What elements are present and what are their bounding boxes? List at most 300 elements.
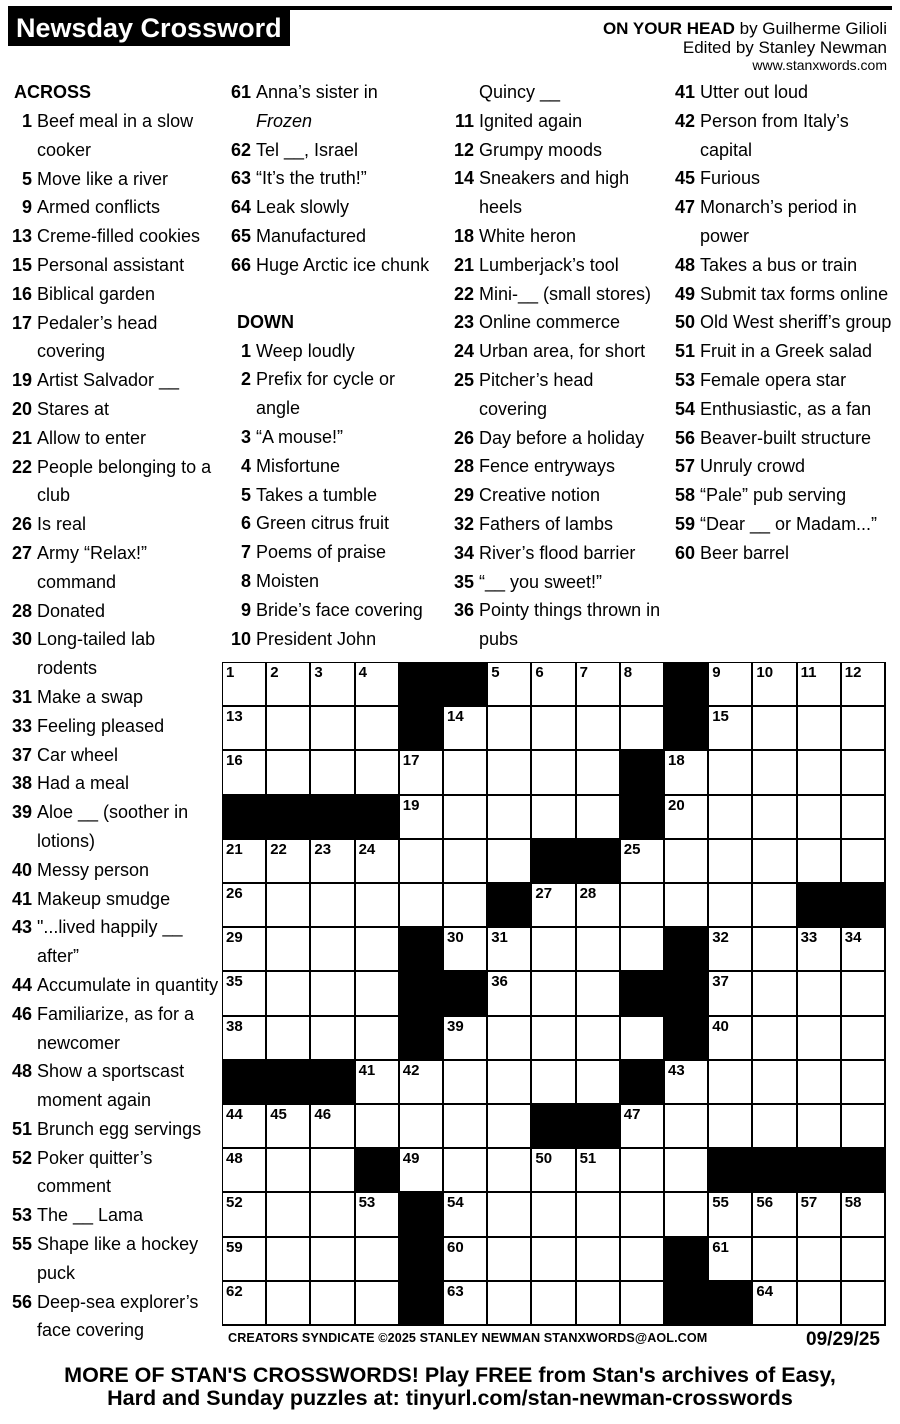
- cell-number: 51: [579, 1150, 597, 1168]
- clue-text: [479, 481, 665, 510]
- grid-cell[interactable]: [798, 1061, 840, 1103]
- clue-text-main: Fruit in a Greek salad: [700, 341, 873, 362]
- clue-text-main: Shape like a hockey puck: [37, 1234, 199, 1283]
- grid-cell[interactable]: [444, 1105, 486, 1147]
- grid-cell[interactable]: [753, 1193, 795, 1235]
- grid-cell[interactable]: [267, 751, 309, 793]
- grid-cell[interactable]: [621, 1017, 663, 1059]
- clue-text: [256, 567, 442, 596]
- clue-item: [224, 567, 442, 596]
- clue-text-main: Car wheel: [37, 744, 119, 765]
- grid-cell[interactable]: [356, 1061, 398, 1103]
- grid-cell[interactable]: [400, 751, 442, 793]
- grid-cell[interactable]: [223, 1149, 265, 1191]
- grid-cell[interactable]: [532, 751, 574, 793]
- clue-text-main: Takes a bus or train: [700, 254, 858, 275]
- clue-item: [8, 309, 220, 367]
- grid-cell[interactable]: [621, 1238, 663, 1280]
- grid-cell[interactable]: [798, 751, 840, 793]
- clue-number: 53: [674, 369, 695, 390]
- grid-block: [356, 796, 398, 838]
- clue-number: 19: [11, 370, 32, 391]
- grid-cell[interactable]: [532, 928, 574, 970]
- grid-cell[interactable]: [532, 663, 574, 705]
- grid-cell[interactable]: [311, 1282, 353, 1324]
- grid-cell[interactable]: [488, 840, 530, 882]
- grid-cell[interactable]: [267, 1017, 309, 1059]
- cell-number: 61: [712, 1238, 729, 1256]
- grid-cell[interactable]: [444, 1061, 486, 1103]
- grid-cell[interactable]: [311, 663, 353, 705]
- grid-cell[interactable]: [532, 1238, 574, 1280]
- grid-cell[interactable]: [488, 707, 530, 749]
- cell-number: 52: [226, 1194, 243, 1212]
- grid-cell[interactable]: [223, 840, 265, 882]
- clue-text-main: Is real: [37, 514, 87, 535]
- clue-text: [37, 453, 220, 511]
- grid-cell[interactable]: [356, 1105, 398, 1147]
- grid-cell[interactable]: [532, 796, 574, 838]
- grid-cell[interactable]: [753, 707, 795, 749]
- grid-cell[interactable]: [621, 1193, 663, 1235]
- grid-cell[interactable]: [709, 1193, 751, 1235]
- grid-cell[interactable]: [444, 1282, 486, 1324]
- grid-cell[interactable]: [753, 796, 795, 838]
- grid-cell[interactable]: [709, 751, 751, 793]
- clue-text-main: Monarch’s period in power: [700, 197, 857, 246]
- grid-cell[interactable]: [753, 1282, 795, 1324]
- grid-cell[interactable]: [753, 1017, 795, 1059]
- grid-cell[interactable]: [753, 1238, 795, 1280]
- grid-cell[interactable]: [753, 1061, 795, 1103]
- grid-cell[interactable]: [267, 1238, 309, 1280]
- clue-text: [37, 913, 220, 971]
- grid-cell[interactable]: [223, 928, 265, 970]
- grid-cell[interactable]: [621, 1282, 663, 1324]
- clue-number: 47: [674, 197, 695, 218]
- clue-number: 38: [11, 773, 32, 794]
- grid-cell[interactable]: [356, 707, 398, 749]
- grid-cell[interactable]: [842, 1061, 884, 1103]
- grid-cell[interactable]: [311, 1193, 353, 1235]
- grid-cell[interactable]: [311, 972, 353, 1014]
- grid-cell[interactable]: [311, 840, 353, 882]
- clue-item: [8, 1115, 220, 1144]
- grid-cell[interactable]: [621, 884, 663, 926]
- grid-cell[interactable]: [842, 707, 884, 749]
- clue-item: [224, 481, 442, 510]
- clue-text-main: Tel __, Israel: [256, 139, 359, 160]
- clue-number: 36: [453, 600, 474, 621]
- grid-cell[interactable]: [665, 1105, 707, 1147]
- grid-cell[interactable]: [665, 796, 707, 838]
- grid-cell[interactable]: [488, 751, 530, 793]
- cell-number: 60: [447, 1238, 464, 1256]
- grid-cell[interactable]: [400, 884, 442, 926]
- clue-number: 20: [11, 398, 32, 419]
- clue-number: 44: [11, 974, 32, 995]
- grid-cell[interactable]: [400, 1105, 442, 1147]
- grid-cell[interactable]: [311, 1149, 353, 1191]
- grid-cell[interactable]: [488, 1105, 530, 1147]
- clue-text-main: Bride’s face covering: [256, 599, 423, 620]
- byline: [603, 19, 887, 73]
- grid-cell[interactable]: [577, 751, 619, 793]
- grid-cell[interactable]: [488, 1149, 530, 1191]
- grid-cell[interactable]: [444, 1238, 486, 1280]
- clue-text-main: Pointy things thrown in pubs: [479, 600, 661, 650]
- clue-text-main: Makeup smudge: [37, 888, 171, 909]
- grid-cell[interactable]: [621, 928, 663, 970]
- grid-cell[interactable]: [311, 707, 353, 749]
- grid-cell[interactable]: [753, 884, 795, 926]
- clue-text-main: Online commerce: [479, 312, 621, 333]
- cell-number: 30: [447, 929, 464, 947]
- clue-number: 64: [230, 197, 251, 218]
- grid-cell[interactable]: [488, 796, 530, 838]
- grid-cell[interactable]: [621, 707, 663, 749]
- grid-block: [267, 796, 309, 838]
- grid-cell[interactable]: [444, 928, 486, 970]
- clue-text: [700, 395, 892, 424]
- grid-cell[interactable]: [267, 840, 309, 882]
- grid-cell[interactable]: [532, 1149, 574, 1191]
- cell-number: 20: [668, 796, 685, 814]
- grid-cell[interactable]: [709, 840, 751, 882]
- grid-cell[interactable]: [842, 751, 884, 793]
- grid-cell[interactable]: [532, 1193, 574, 1235]
- clue-text-main: Poker quitter’s comment: [37, 1147, 153, 1197]
- grid-cell[interactable]: [311, 884, 353, 926]
- grid-cell[interactable]: [444, 1017, 486, 1059]
- grid-cell[interactable]: [577, 1238, 619, 1280]
- grid-cell[interactable]: [753, 928, 795, 970]
- grid-cell[interactable]: [621, 1105, 663, 1147]
- clue-number: 26: [11, 514, 32, 535]
- grid-cell[interactable]: [709, 663, 751, 705]
- grid-cell[interactable]: [842, 972, 884, 1014]
- grid-cell[interactable]: [532, 707, 574, 749]
- clue-text: [37, 309, 220, 367]
- grid-cell[interactable]: [356, 884, 398, 926]
- clue-text: [37, 971, 220, 1000]
- grid-cell[interactable]: [223, 884, 265, 926]
- clue-item: [224, 251, 442, 280]
- grid-cell[interactable]: [753, 840, 795, 882]
- clue-text: [700, 251, 892, 280]
- website-link[interactable]: www.stanxwords.com: [752, 57, 887, 73]
- grid-cell[interactable]: [798, 663, 840, 705]
- grid-cell[interactable]: [488, 1017, 530, 1059]
- grid-cell[interactable]: [267, 972, 309, 1014]
- grid-cell[interactable]: [532, 1282, 574, 1324]
- clue-number: 52: [11, 1147, 32, 1168]
- grid-cell[interactable]: [577, 928, 619, 970]
- grid-cell[interactable]: [356, 1193, 398, 1235]
- clue-text: [479, 596, 665, 654]
- grid-block: [577, 1105, 619, 1147]
- grid-cell[interactable]: [444, 840, 486, 882]
- clue-text: [700, 308, 892, 337]
- grid-cell[interactable]: [311, 1017, 353, 1059]
- clue-number: 56: [11, 1291, 32, 1312]
- grid-cell[interactable]: [223, 1282, 265, 1324]
- clue-item: [8, 366, 220, 395]
- grid-block: [665, 928, 707, 970]
- grid-cell[interactable]: [267, 663, 309, 705]
- grid-cell[interactable]: [798, 1282, 840, 1324]
- grid-cell[interactable]: [753, 663, 795, 705]
- cell-number: 3: [314, 664, 323, 681]
- grid-cell[interactable]: [842, 796, 884, 838]
- grid-cell[interactable]: [665, 840, 707, 882]
- grid-cell[interactable]: [532, 884, 574, 926]
- grid-cell[interactable]: [356, 1238, 398, 1280]
- grid-block: [400, 1017, 442, 1059]
- grid-cell[interactable]: [267, 884, 309, 926]
- grid-cell[interactable]: [709, 928, 751, 970]
- grid-cell[interactable]: [842, 1193, 884, 1235]
- grid-cell[interactable]: [842, 663, 884, 705]
- grid-cell[interactable]: [709, 1061, 751, 1103]
- title-line: [603, 19, 887, 38]
- grid-cell[interactable]: [798, 972, 840, 1014]
- grid-cell[interactable]: [223, 751, 265, 793]
- grid-cell[interactable]: [356, 840, 398, 882]
- clue-text: [256, 596, 442, 625]
- clue-item: [8, 683, 220, 712]
- clue-item: [670, 280, 892, 309]
- clue-text-main: Beaver-built structure: [700, 427, 872, 448]
- grid-cell[interactable]: [577, 972, 619, 1014]
- grid-cell[interactable]: [488, 972, 530, 1014]
- grid-cell[interactable]: [798, 1105, 840, 1147]
- grid-cell[interactable]: [267, 1193, 309, 1235]
- grid-cell[interactable]: [267, 707, 309, 749]
- grid-cell[interactable]: [709, 1238, 751, 1280]
- grid-cell[interactable]: [356, 1017, 398, 1059]
- cell-number: 58: [844, 1194, 862, 1212]
- clue-item: [8, 625, 220, 683]
- grid-block: [223, 1061, 265, 1103]
- grid-block: [665, 707, 707, 749]
- clue-column-1: [8, 78, 220, 1345]
- clue-number: 32: [453, 513, 474, 534]
- clue-text: [37, 1000, 220, 1058]
- grid-cell[interactable]: [577, 1149, 619, 1191]
- grid-cell[interactable]: [356, 663, 398, 705]
- grid-cell[interactable]: [400, 1149, 442, 1191]
- grid-cell[interactable]: [444, 796, 486, 838]
- grid-cell[interactable]: [223, 1105, 265, 1147]
- cell-number: 45: [270, 1106, 287, 1123]
- grid-cell[interactable]: [753, 1105, 795, 1147]
- clue-number: 10: [230, 628, 251, 649]
- grid-cell[interactable]: [709, 972, 751, 1014]
- clue-item: [8, 741, 220, 770]
- clue-item: [8, 769, 220, 798]
- clue-text: [37, 741, 220, 770]
- cell-number: 62: [226, 1282, 243, 1300]
- grid-cell[interactable]: [842, 1017, 884, 1059]
- grid-cell[interactable]: [444, 707, 486, 749]
- grid-cell[interactable]: [223, 972, 265, 1014]
- crossword-grid: [222, 662, 886, 1326]
- grid-cell[interactable]: [665, 751, 707, 793]
- grid-cell[interactable]: [709, 1017, 751, 1059]
- grid-cell[interactable]: [488, 1193, 530, 1235]
- clue-number: 21: [453, 254, 474, 275]
- cell-number: 28: [579, 885, 597, 902]
- grid-cell[interactable]: [267, 928, 309, 970]
- clue-item: [447, 510, 665, 539]
- clue-number: 56: [674, 427, 695, 448]
- grid-cell[interactable]: [842, 840, 884, 882]
- grid-cell[interactable]: [444, 1193, 486, 1235]
- grid-cell[interactable]: [311, 751, 353, 793]
- cell-number: 4: [358, 664, 367, 681]
- grid-block: [400, 1193, 442, 1235]
- clue-text: [700, 337, 892, 366]
- clue-number: 12: [453, 139, 474, 160]
- grid-cell[interactable]: [577, 1061, 619, 1103]
- grid-cell[interactable]: [223, 1017, 265, 1059]
- grid-cell[interactable]: [267, 1105, 309, 1147]
- grid-cell[interactable]: [709, 707, 751, 749]
- clue-text-main: Messy person: [37, 859, 150, 880]
- grid-cell[interactable]: [444, 751, 486, 793]
- grid-cell[interactable]: [311, 1105, 353, 1147]
- clue-text-main: Stares at: [37, 398, 110, 419]
- grid-cell[interactable]: [798, 1193, 840, 1235]
- grid-cell[interactable]: [488, 928, 530, 970]
- grid-cell[interactable]: [753, 751, 795, 793]
- grid-cell[interactable]: [798, 796, 840, 838]
- clue-text-main: “__ you sweet!”: [479, 571, 603, 592]
- grid-cell[interactable]: [665, 1193, 707, 1235]
- clue-number: 18: [453, 225, 474, 246]
- grid-cell[interactable]: [532, 1061, 574, 1103]
- grid-cell[interactable]: [798, 1238, 840, 1280]
- grid-cell[interactable]: [577, 884, 619, 926]
- grid-cell[interactable]: [709, 796, 751, 838]
- grid-cell[interactable]: [356, 1282, 398, 1324]
- clue-item: [670, 539, 892, 568]
- clue-item: [8, 453, 220, 511]
- promo-line-2[interactable]: Hard and Sunday puzzles at: tinyurl.com/stan-newman-crosswords: [107, 1386, 793, 1410]
- grid-cell[interactable]: [842, 1238, 884, 1280]
- grid-cell[interactable]: [798, 707, 840, 749]
- grid-cell[interactable]: [444, 884, 486, 926]
- clue-text: [37, 280, 220, 309]
- grid-cell[interactable]: [311, 1238, 353, 1280]
- clue-text-main: People belonging to a club: [37, 456, 212, 506]
- grid-cell[interactable]: [356, 928, 398, 970]
- grid-cell[interactable]: [621, 663, 663, 705]
- clue-text: [700, 164, 892, 193]
- grid-cell[interactable]: [842, 1105, 884, 1147]
- grid-cell[interactable]: [577, 663, 619, 705]
- cell-number: 54: [447, 1194, 464, 1212]
- grid-cell[interactable]: [532, 972, 574, 1014]
- clue-text-main: Ignited again: [479, 110, 583, 131]
- grid-cell[interactable]: [400, 840, 442, 882]
- grid-cell[interactable]: [267, 1282, 309, 1324]
- grid-cell[interactable]: [753, 972, 795, 1014]
- grid-cell[interactable]: [532, 1017, 574, 1059]
- clue-number: 1: [240, 340, 251, 361]
- clue-item: [224, 538, 442, 567]
- grid-cell[interactable]: [798, 928, 840, 970]
- grid-cell[interactable]: [798, 1017, 840, 1059]
- grid-cell[interactable]: [577, 1017, 619, 1059]
- clue-text-main: White heron: [479, 225, 577, 246]
- editor: Edited by Stanley Newman: [682, 38, 887, 57]
- grid-cell[interactable]: [488, 1061, 530, 1103]
- grid-cell[interactable]: [356, 751, 398, 793]
- clue-text: [700, 481, 892, 510]
- grid-cell[interactable]: [665, 884, 707, 926]
- grid-cell[interactable]: [267, 1149, 309, 1191]
- clue-text-main: “Dear __ or Madam...”: [700, 513, 878, 534]
- clue-text: [37, 395, 220, 424]
- clue-text: [256, 481, 442, 510]
- clue-item: [670, 308, 892, 337]
- grid-cell[interactable]: [621, 1149, 663, 1191]
- grid-cell[interactable]: [577, 707, 619, 749]
- grid-cell[interactable]: [665, 1149, 707, 1191]
- grid-cell[interactable]: [665, 1061, 707, 1103]
- grid-cell[interactable]: [223, 663, 265, 705]
- clue-item: [8, 165, 220, 194]
- grid-cell[interactable]: [577, 796, 619, 838]
- grid-block: [444, 663, 486, 705]
- grid-cell[interactable]: [842, 928, 884, 970]
- grid-cell[interactable]: [709, 884, 751, 926]
- grid-block: [798, 1149, 840, 1191]
- clue-item: [8, 280, 220, 309]
- clue-text: [37, 539, 220, 597]
- grid-cell[interactable]: [798, 840, 840, 882]
- clue-number: 53: [11, 1205, 32, 1226]
- grid-cell[interactable]: [709, 1105, 751, 1147]
- clue-text-main: River’s flood barrier: [479, 542, 636, 563]
- grid-cell[interactable]: [223, 1238, 265, 1280]
- grid-cell[interactable]: [400, 796, 442, 838]
- clue-text: [700, 366, 892, 395]
- grid-cell[interactable]: [444, 1149, 486, 1191]
- clue-item: [447, 78, 665, 107]
- grid-cell[interactable]: [842, 1282, 884, 1324]
- grid-cell[interactable]: [400, 1061, 442, 1103]
- grid-cell[interactable]: [621, 840, 663, 882]
- grid-cell[interactable]: [577, 1282, 619, 1324]
- clue-item: [447, 337, 665, 366]
- grid-cell[interactable]: [311, 928, 353, 970]
- grid-cell[interactable]: [356, 972, 398, 1014]
- clue-text: [256, 625, 442, 654]
- grid-cell[interactable]: [488, 1282, 530, 1324]
- grid-cell[interactable]: [488, 663, 530, 705]
- clue-number: 49: [674, 283, 695, 304]
- grid-cell[interactable]: [223, 707, 265, 749]
- clue-number: 57: [674, 456, 695, 477]
- clue-text-main: Unruly crowd: [700, 456, 806, 477]
- grid-cell[interactable]: [223, 1193, 265, 1235]
- grid-block: [532, 840, 574, 882]
- grid-cell[interactable]: [577, 1193, 619, 1235]
- grid-cell[interactable]: [488, 1238, 530, 1280]
